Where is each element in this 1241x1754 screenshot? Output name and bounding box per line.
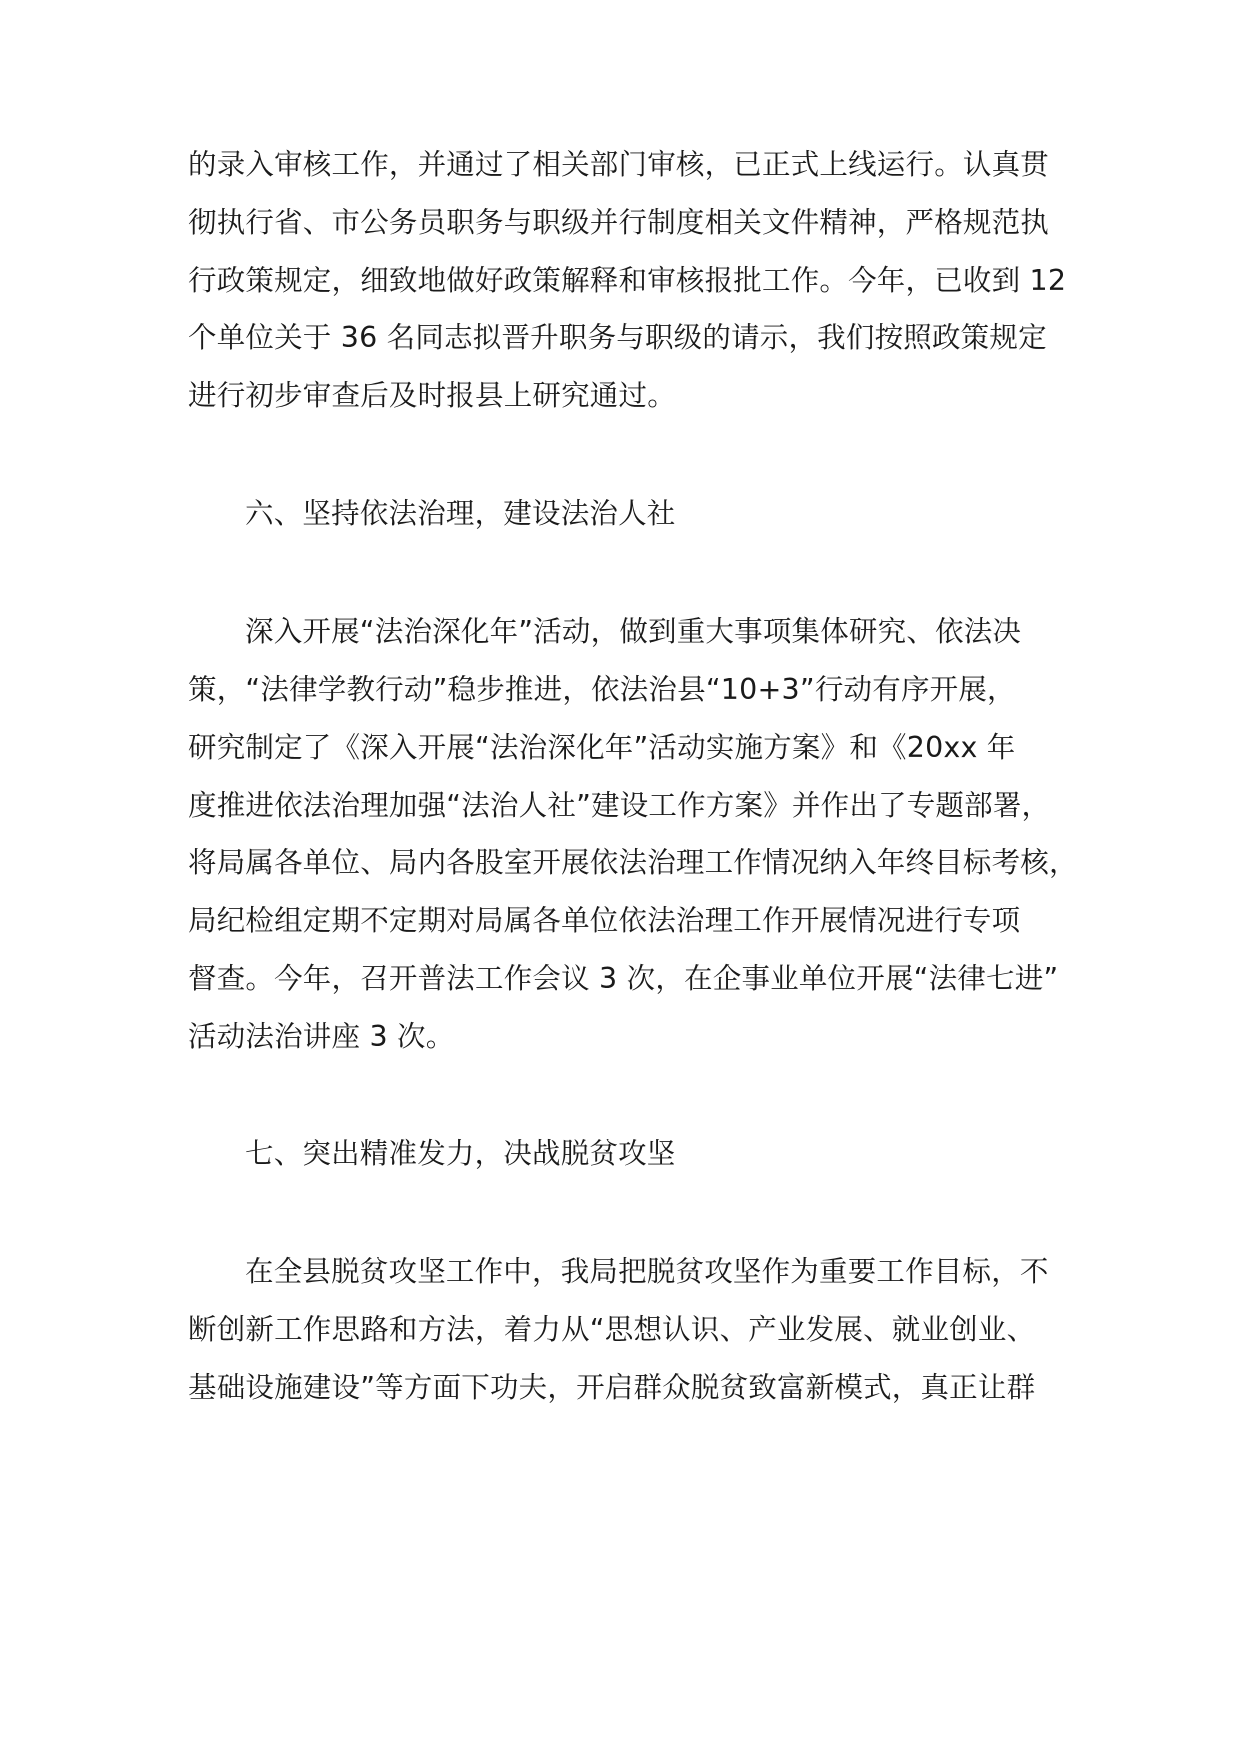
paragraph-1-line-1: 的录入审核工作，并通过了相关部门审核，已正式上线运行。认真贯: [188, 148, 1050, 181]
paragraph-2-line-7: 督查。今年，召开普法工作会议 3 次，在企事业单位开展“法律七进”: [188, 962, 1059, 995]
paragraph-2-line-4: 度推进依法治理加强“法治人社”建设工作方案》并作出了专题部署，: [188, 789, 1051, 822]
section-heading-7: 七、突出精准发力，决战脱贫攻坚: [245, 1137, 676, 1170]
paragraph-1-line-3: 行政策规定，细致地做好政策解释和审核报批工作。今年，已收到 12: [188, 264, 1067, 297]
paragraph-1-line-5: 进行初步审查后及时报县上研究通过。: [188, 379, 676, 412]
paragraph-2-line-8: 活动法治讲座 3 次。: [188, 1020, 455, 1053]
paragraph-2-line-1: 深入开展“法治深化年”活动，做到重大事项集体研究、依法决: [245, 615, 1022, 648]
paragraph-1-line-4: 个单位关于 36 名同志拟晋升职务与职级的请示，我们按照政策规定: [188, 321, 1047, 354]
section-heading-6: 六、坚持依法治理，建设法治人社: [245, 497, 676, 530]
paragraph-2-line-2: 策，“法律学教行动”稳步推进，依法治县“10+3”行动有序开展，: [188, 673, 1016, 706]
paragraph-3-line-1: 在全县脱贫攻坚工作中，我局把脱贫攻坚作为重要工作目标，不: [245, 1255, 1049, 1288]
paragraph-2-line-6: 局纪检组定期不定期对局属各单位依法治理工作开展情况进行专项: [188, 904, 1021, 937]
paragraph-2-line-3: 研究制定了《深入开展“法治深化年”活动实施方案》和《20xx 年: [188, 731, 1016, 764]
paragraph-3-line-2: 断创新工作思路和方法，着力从“思想认识、产业发展、就业创业、: [188, 1313, 1036, 1346]
paragraph-2-line-5: 将局属各单位、局内各股室开展依法治理工作情况纳入年终目标考核，: [188, 846, 1078, 879]
paragraph-3-line-3: 基础设施建设”等方面下功夫，开启群众脱贫致富新模式，真正让群: [188, 1371, 1036, 1404]
paragraph-1-line-2: 彻执行省、市公务员职务与职级并行制度相关文件精神，严格规范执: [188, 206, 1050, 239]
